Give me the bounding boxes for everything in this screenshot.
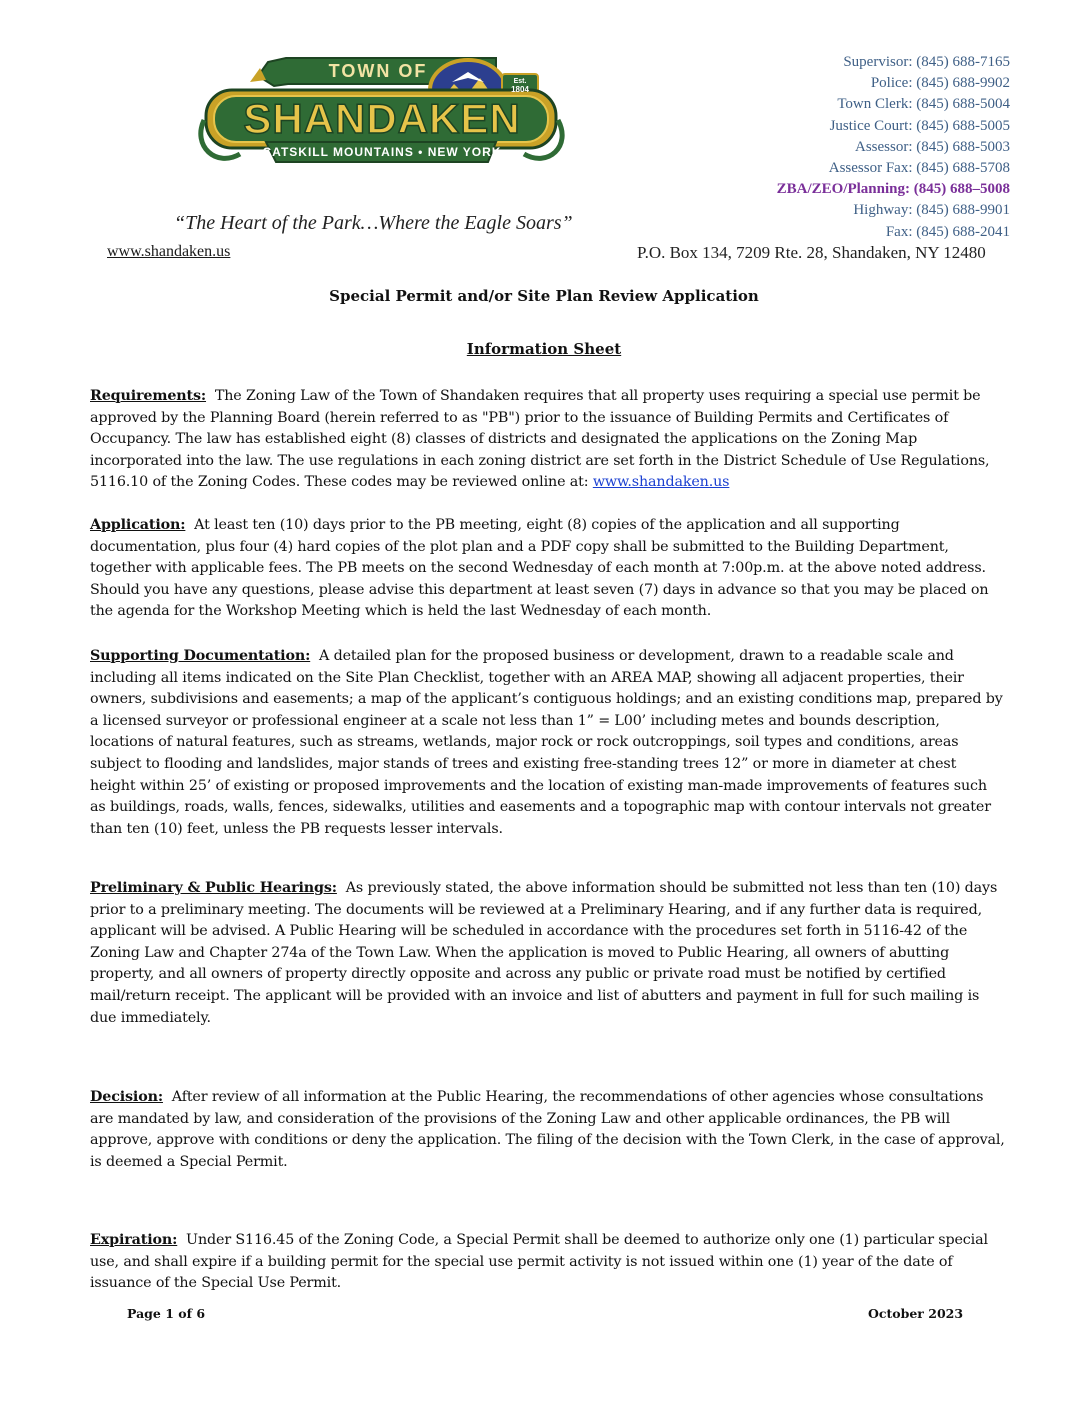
section-expiration xyxy=(90,1230,1005,1295)
section-requirements xyxy=(90,386,1005,494)
document-subtitle: Information Sheet xyxy=(466,340,622,358)
logo-bottom-text: CATSKILL MOUNTAINS • NEW YORK xyxy=(262,145,502,159)
page-of: of xyxy=(178,1306,192,1321)
section-label: Decision: xyxy=(90,1089,163,1105)
contact-highway: Highway: (845) 688-9901 xyxy=(853,202,1010,219)
logo-top-text: TOWN OF xyxy=(328,61,428,81)
section-text: As previously stated, the above information should be submitted not less than ten (10) days prior to a preliminary meeting. The documents will be reviewed at a Preliminary Hearing, and if any further data is required, applicant will be advised. A Public Hearing will be scheduled in accordance with the procedures set forth in 5116-42 of the Zoning Law and Chapter 274a of the Town Law. When the application is moved to Public Hearing, all owners of abutting property, and all owners of property directly opposite and across any public or private road must be notified by certified mail/return receipt. The applicant will be provided with an invoice and list of abutters and payment in full for such mailing is due immediately. xyxy=(90,880,998,1026)
zoning-codes-link[interactable]: www.shandaken.us xyxy=(592,474,730,491)
contact-police: Police: (845) 688-9902 xyxy=(870,75,1010,92)
contact-supervisor: Supervisor: (845) 688-7165 xyxy=(843,54,1010,70)
mailing-address: P.O. Box 134, 7209 Rte. 28, Shandaken, NY 12480 xyxy=(637,243,986,262)
website-link[interactable]: www.shandaken.us xyxy=(107,243,231,260)
section-decision xyxy=(90,1087,1005,1173)
document-title: Special Permit and/or Site Plan Review Application xyxy=(329,287,759,305)
town-of-shandaken-logo-image xyxy=(196,50,568,176)
tagline: “The Heart of the Park…Where the Eagle Soars” xyxy=(174,212,573,234)
section-application xyxy=(90,515,1005,623)
section-text: A detailed plan for the proposed business or development, drawn to a readable scale and including all items indicated on the Site Plan Checklist, together with an AREA MAP, showing all adjacent properties, their owners, subdivisions and easements; a map of the applicant’s contiguous holdings; and an existing conditions map, prepared by a licensed surveyor or professional engineer at a scale not less than 1” = L00’ including metes and bounds description, locations of natural features, such as streams, wetlands, major rock or rock outcroppings, soil types and conditions, areas subject to flooding and landslides, major stands of trees and existing free-standing trees 12” or more in diameter at chest height within 25’ of existing or proposed improvements and the location of existing man-made improvements of features such as buildings, roads, walls, fences, sidewalks, utilities and easements and a topographic map with contour intervals not greater than ten (10) feet, unless the PB requests lesser intervals. xyxy=(90,648,1003,837)
section-preliminary-public-hearings xyxy=(90,878,1005,1029)
section-text: Under S116.45 of the Zoning Code, a Special Permit shall be deemed to authorize only one (1) particular special use, and shall expire if a building permit for the special use permit activity is not issued within one (1) year of the date of issuance of the Special Use Permit. xyxy=(90,1232,988,1292)
section-label: Requirements: xyxy=(90,388,207,404)
logo-name: SHANDAKEN xyxy=(243,95,521,142)
section-supporting-documentation xyxy=(90,646,1005,840)
logo-est-year: 1804 xyxy=(511,85,529,94)
contact-assessor: Assessor: (845) 688-5003 xyxy=(855,138,1010,155)
section-label: Supporting Documentation: xyxy=(90,648,311,664)
page-prefix: Page xyxy=(127,1306,161,1321)
section-label: Application: xyxy=(90,517,186,533)
contact-list xyxy=(777,52,1010,243)
section-label: Expiration: xyxy=(90,1232,178,1248)
logo-est-label: Est. xyxy=(513,78,527,85)
contact-justice-court: Justice Court: (845) 688-5005 xyxy=(829,117,1010,134)
section-text: After review of all information at the Public Hearing, the recommendations of other agencies whose consultations are mandated by law, and consideration of the provisions of the Zoning Law and other applicable ordinances, the PB will approve, approve with conditions or deny the application. The filing of the decision with the Town Clerk, in the case of approval, is deemed a Special Permit. xyxy=(90,1089,1005,1170)
contact-fax: Fax: (845) 688-2041 xyxy=(885,223,1010,240)
section-text: The Zoning Law of the Town of Shandaken requires that all property uses requiring a special use permit be approved by the Planning Board (herein referred to as "PB") prior to the issuance of Building Permits and Certificates of Occupancy. The law has established eight (8) classes of districts and designated the applications on the Zoning Map incorporated into the law. The use regulations in each zoning district are set forth in the District Schedule of Use Regulations, 5116.10 of the Zoning Codes. These codes may be reviewed online at: xyxy=(90,388,990,491)
contact-town-clerk: Town Clerk: (845) 688-5004 xyxy=(837,96,1010,113)
page-indicator xyxy=(127,1306,205,1321)
page-number: 1 xyxy=(165,1306,174,1321)
section-text: At least ten (10) days prior to the PB meeting, eight (8) copies of the application and all supporting documentation, plus four (4) hard copies of the plot plan and a PDF copy shall be submitted to the Building Department, together with applicable fees. The PB meets on the second Wednesday of each month at 7:00p.m. at the above noted address. Should you have any questions, please advise this department at least seven (7) days in advance so that you may be placed on the agenda for the Workshop Meeting which is held the last Wednesday of each month. xyxy=(90,517,989,620)
contact-planning: ZBA/ZEO/Planning: (845) 688–5008 xyxy=(776,181,1010,198)
document-date: October 2023 xyxy=(868,1306,964,1321)
town-logo xyxy=(196,50,568,176)
contact-assessor-fax: Assessor Fax: (845) 688-5708 xyxy=(828,160,1010,177)
page-total: 6 xyxy=(196,1306,206,1321)
section-label: Preliminary & Public Hearings: xyxy=(90,880,337,896)
